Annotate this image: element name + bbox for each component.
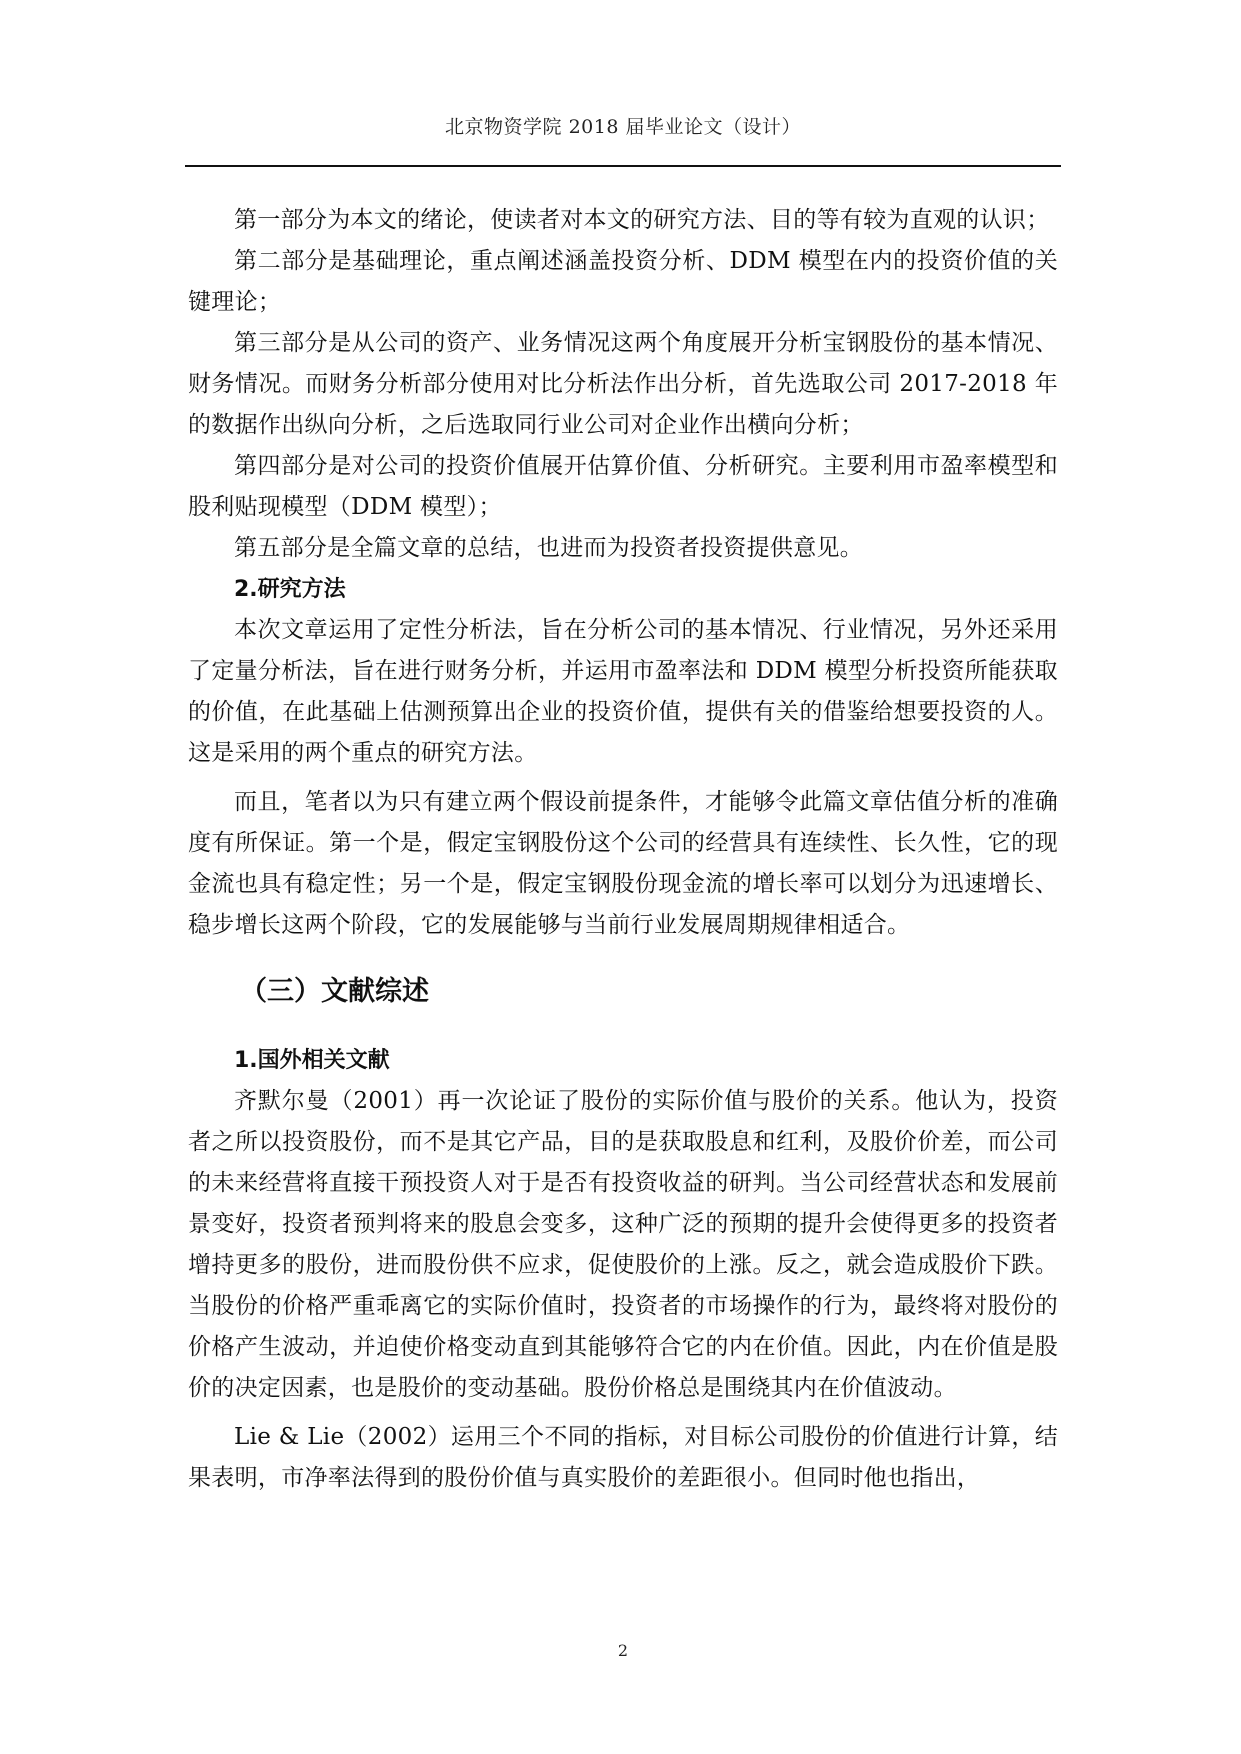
paragraph: 第一部分为本文的绪论，使读者对本文的研究方法、目的等有较为直观的认识； <box>234 207 1050 233</box>
running-header: 北京物资学院 2018 届毕业论文（设计） <box>445 116 801 138</box>
paragraph: 而且，笔者以为只有建立两个假设前提条件，才能够令此篇文章估值分析的准确度有所保证。第一个是，假定宝钢股份这个公司的经营具有连续性、长久性，它的现金流也具有稳定性；另一个是，假定宝钢股份现金流的增长率可以划分为迅速增长、稳步增长这两个阶段，它的发展能够与当前行业发展周期规律相适合。 <box>188 789 1058 938</box>
paragraph: 第三部分是从公司的资产、业务情况这两个角度展开分析宝钢股份的基本情况、财务情况。而财务分析部分使用对比分析法作出分析，首先选取公司 2017-2018 年的数据作出纵向分析，之后选取同行业公司对企业作出横向分析； <box>188 330 1058 438</box>
paragraph: 齐默尔曼（2001）再一次论证了股份的实际价值与股价的关系。他认为，投资者之所以投资股份，而不是其它产品，目的是获取股息和红利，及股价价差，而公司的未来经营将直接干预投资人对于是否有投资收益的研判。当公司经营状态和发展前景变好，投资者预判将来的股息会变多，这种广泛的预期的提升会使得更多的投资者增持更多的股份，进而股份供不应求，促使股价的上涨。反之，就会造成股价下跌。当股份的价格严重乖离它的实际价值时，投资者的市场操作的行为，最终将对股份的价格产生波动，并迫使价格变动直到其能够符合它的内在价值。因此，内在价值是股价的决定因素，也是股价的变动基础。股份价格总是围绕其内在价值波动。 <box>188 1088 1058 1401</box>
page-number: 2 <box>617 1641 629 1660</box>
paragraph: 本次文章运用了定性分析法，旨在分析公司的基本情况、行业情况，另外还采用了定量分析法，旨在进行财务分析，并运用市盈率法和 DDM 模型分析投资所能获取的价值，在此基础上估测预算出企业的投资价值，提供有关的借鉴给想要投资的人。这是采用的两个重点的研究方法。 <box>188 617 1058 766</box>
paragraph: Lie & Lie（2002）运用三个不同的指标，对目标公司股份的价值进行计算，结果表明，市净率法得到的股份价值与真实股价的差距很小。但同时他也指出， <box>188 1424 1058 1491</box>
paragraph: 第五部分是全篇文章的总结，也进而为投资者投资提供意见。 <box>234 535 864 561</box>
section-heading-literature-review: （三）文献综述 <box>240 976 429 1007</box>
header-rule <box>185 165 1061 167</box>
subheading-research-methods: 2.研究方法 <box>234 577 346 602</box>
subheading-foreign-literature: 1.国外相关文献 <box>234 1048 390 1073</box>
paragraph: 第四部分是对公司的投资价值展开估算价值、分析研究。主要利用市盈率模型和股利贴现模型（DDM 模型）； <box>188 453 1058 520</box>
paragraph: 第二部分是基础理论，重点阐述涵盖投资分析、DDM 模型在内的投资价值的关键理论； <box>188 248 1058 315</box>
page-body <box>188 200 1058 1499</box>
